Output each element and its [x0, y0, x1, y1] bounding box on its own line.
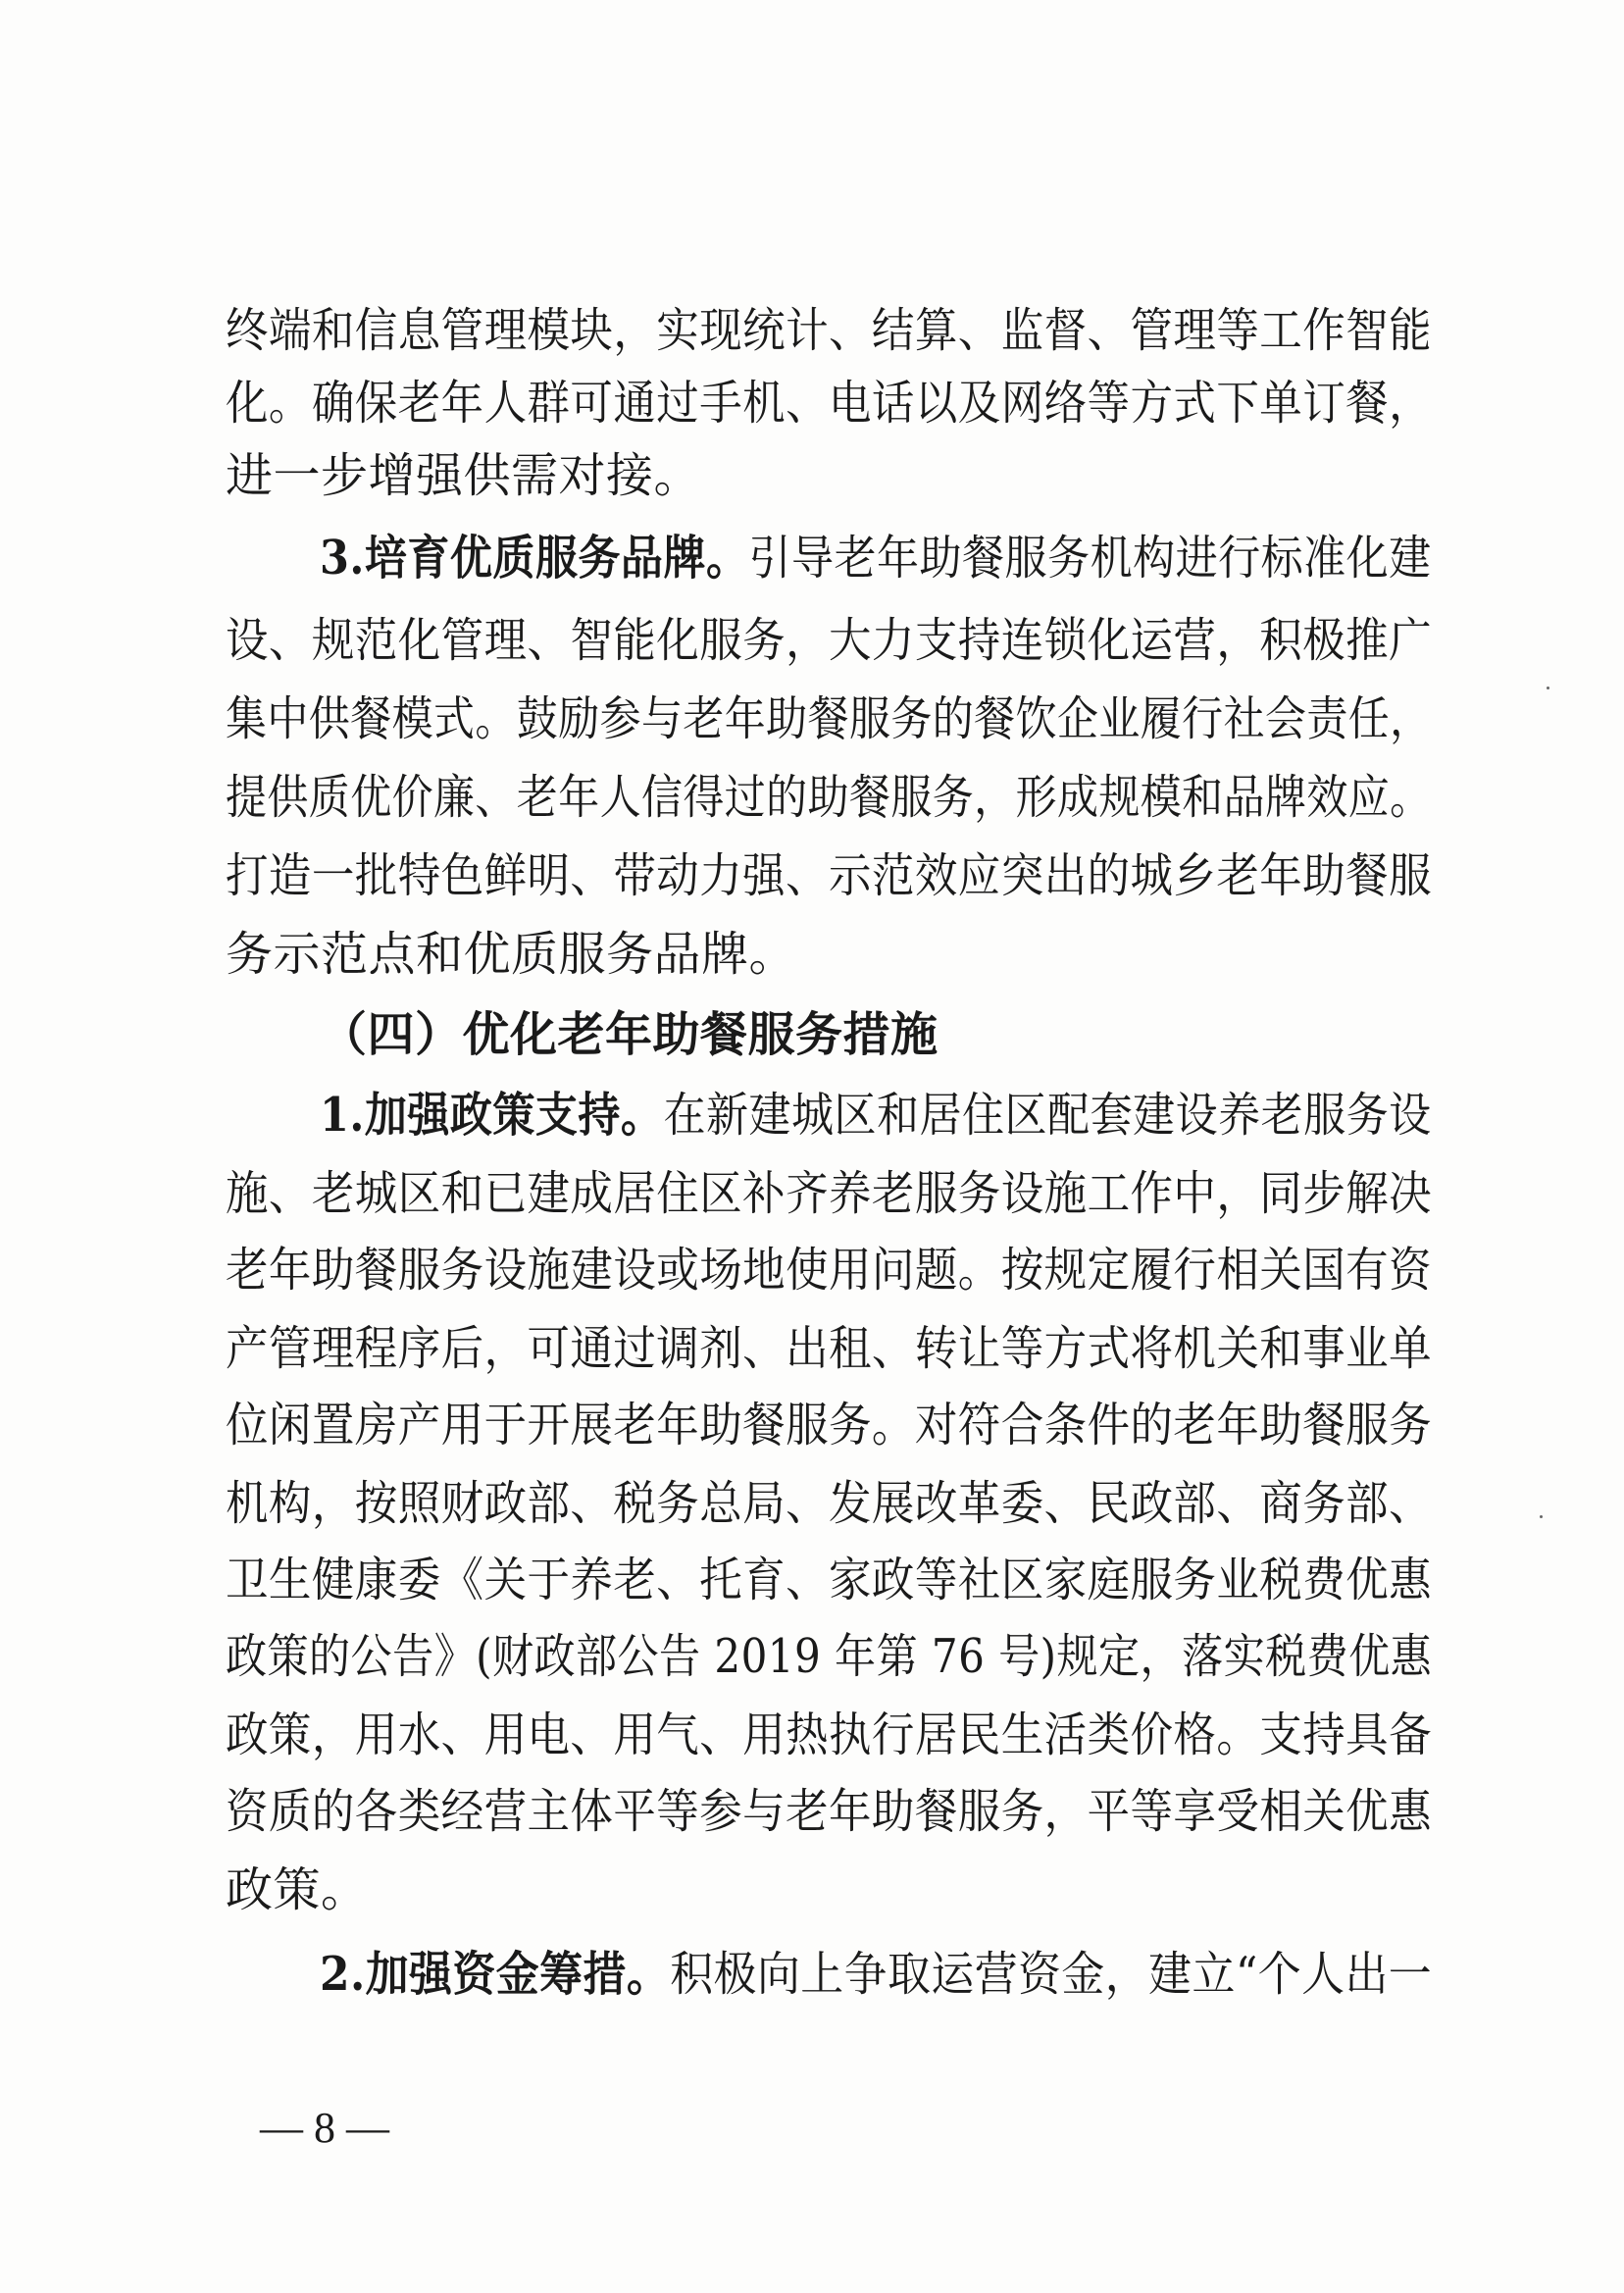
text-line [226, 1467, 1432, 1540]
bold-heading-text: 3.培育优质服务品牌。 [320, 531, 749, 586]
page-number: — 8 — [260, 2104, 389, 2152]
body-text-segment: 进一步增强供需对接。 [226, 448, 702, 503]
body-text-segment: 务示范点和优质服务品牌。 [226, 927, 797, 982]
body-text-segment: 化。确保老年人群可通过手机、电话以及网络等方式下单订餐， [226, 376, 1433, 431]
body-text-segment: 引导老年助餐服务机构进行标准化建 [748, 531, 1432, 586]
body-text-segment: 设、规范化管理、智能化服务，大力支持连锁化运营，积极推广 [226, 613, 1433, 668]
body-text-segment: 政策，用水、用电、用气、用热执行居民生活类价格。支持具备 [226, 1707, 1433, 1762]
text-line [226, 1854, 369, 1926]
text-line [320, 1938, 1432, 2011]
text-line [320, 522, 1432, 594]
body-text-segment: 提供质优价廉、老年人信得过的助餐服务，形成规模和品牌效应。 [226, 770, 1432, 825]
scan-speck [1547, 687, 1549, 689]
text-line [226, 1234, 1432, 1306]
text-line [226, 1620, 1432, 1693]
text-line [226, 604, 1432, 677]
text-line [320, 998, 939, 1071]
body-text-segment: 机构，按照财政部、税务总局、发展改革委、民政部、商务部、 [226, 1476, 1433, 1531]
text-line [226, 1544, 1432, 1616]
body-text-segment: 卫生健康委《关于养老、托育、家政等社区家庭服务业税费优惠 [226, 1553, 1433, 1607]
text-line [226, 439, 701, 512]
text-line [320, 1079, 1432, 1151]
text-line [226, 1699, 1432, 1771]
text-line [226, 1775, 1432, 1848]
body-text-segment: 资质的各类经营主体平等参与老年助餐服务，平等享受相关优惠 [226, 1784, 1433, 1839]
body-text-segment: 在新建城区和居住区配套建设养老服务设 [663, 1088, 1432, 1143]
text-line [226, 840, 1432, 912]
body-text-segment: 产管理程序后，可通过调剂、出租、转让等方式将机关和事业单 [226, 1321, 1433, 1376]
body-text-segment: 位闲置房产用于开展老年助餐服务。对符合条件的老年助餐服务 [226, 1398, 1433, 1452]
text-line [226, 761, 1432, 834]
bold-heading-text: 1.加强政策支持。 [320, 1088, 664, 1143]
scan-speck [1540, 1515, 1543, 1518]
body-text-segment: 终端和信息管理模块，实现统计、结算、监督、管理等工作智能 [226, 303, 1433, 358]
bold-heading-text: （四）优化老年助餐服务措施 [320, 1007, 939, 1062]
body-text-segment: 集中供餐模式。鼓励参与老年助餐服务的餐饮企业履行社会责任， [226, 691, 1432, 746]
body-text-segment: 积极向上争取运营资金，建立“个人出一 [670, 1947, 1433, 2002]
bold-heading-text: 2.加强资金筹措。 [320, 1947, 671, 2002]
body-text-segment: 老年助餐服务设施建设或场地使用问题。按规定履行相关国有资 [226, 1243, 1433, 1298]
text-line [226, 294, 1432, 367]
text-line [226, 1157, 1432, 1230]
text-line [226, 918, 796, 991]
text-line [226, 1312, 1432, 1385]
body-text-segment: 打造一批特色鲜明、带动力强、示范效应突出的城乡老年助餐服 [226, 848, 1433, 903]
body-text-segment: 政策。 [226, 1862, 369, 1917]
text-line [226, 683, 1432, 755]
text-line [226, 367, 1432, 439]
body-text-segment: 施、老城区和已建成居住区补齐养老服务设施工作中，同步解决 [226, 1166, 1433, 1221]
body-text-segment: 政策的公告》(财政部公告 2019 年第 76 号)规定，落实税费优惠 [226, 1629, 1433, 1684]
text-line [226, 1389, 1432, 1461]
